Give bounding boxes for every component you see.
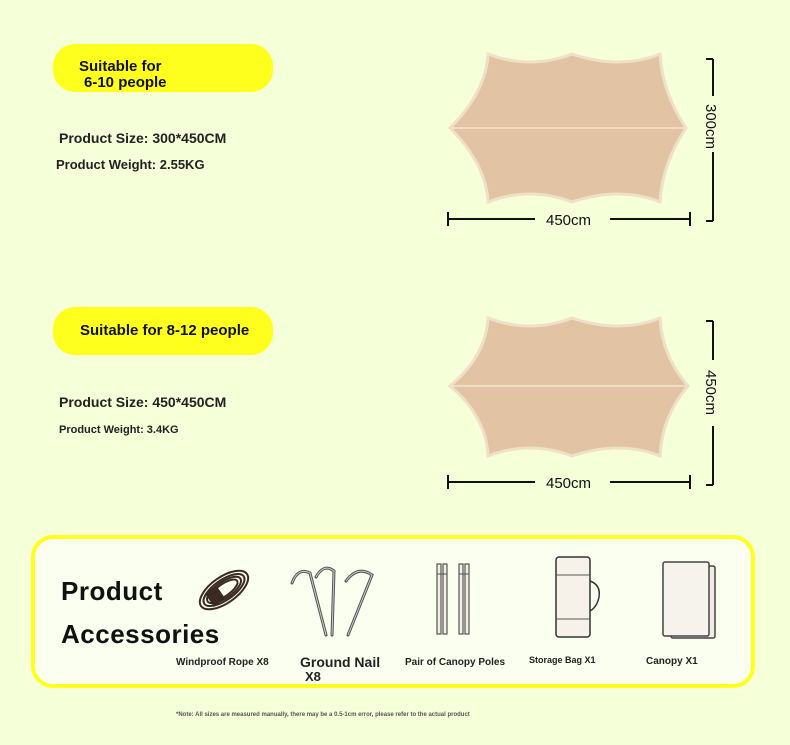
capacity-badge-line2: 6-10 people	[84, 74, 167, 91]
capacity-badge-text: Suitable for 8-12 people	[80, 322, 250, 339]
canopy-poles-label: Pair of Canopy Poles	[405, 657, 506, 668]
product-weight-1: Product Weight: 2.55KG	[56, 157, 205, 172]
tarp-diagram-450x450	[440, 310, 730, 492]
ground-nail-label-qty: X8	[305, 669, 321, 684]
canopy-icon	[661, 560, 719, 640]
rope-icon	[190, 562, 260, 622]
product-size-2: Product Size: 450*450CM	[59, 394, 227, 410]
ground-nail-label: Ground Nail	[300, 654, 381, 670]
canopy-poles-icon	[434, 562, 474, 636]
rope-label: Windproof Rope X8	[176, 657, 269, 668]
tarp-shape	[450, 318, 688, 456]
accessories-title-line2: Accessories	[61, 619, 220, 649]
storage-bag-icon	[553, 555, 603, 641]
accessories-title-line1: Product	[61, 576, 163, 606]
capacity-badge-6-10	[53, 44, 273, 92]
canopy-label: Canopy X1	[646, 656, 698, 667]
ground-nail-icon	[288, 563, 378, 639]
tarp-diagram-300x450	[440, 48, 730, 230]
height-label-2: 450cm	[702, 370, 719, 416]
measurement-note: *Note: All sizes are measured manually, there may be a 0.5-1cm error, please refer to the actual product	[176, 712, 470, 718]
capacity-badge-8-12	[53, 307, 273, 355]
width-label-2: 450cm	[546, 475, 592, 492]
width-label-1: 450cm	[546, 212, 592, 229]
height-label-1: 300cm	[702, 104, 719, 150]
capacity-badge-line1: Suitable for	[79, 58, 162, 75]
product-weight-2: Product Weight: 3.4KG	[59, 424, 179, 436]
storage-bag-label: Storage Bag X1	[529, 655, 596, 665]
product-size-1: Product Size: 300*450CM	[59, 130, 227, 146]
